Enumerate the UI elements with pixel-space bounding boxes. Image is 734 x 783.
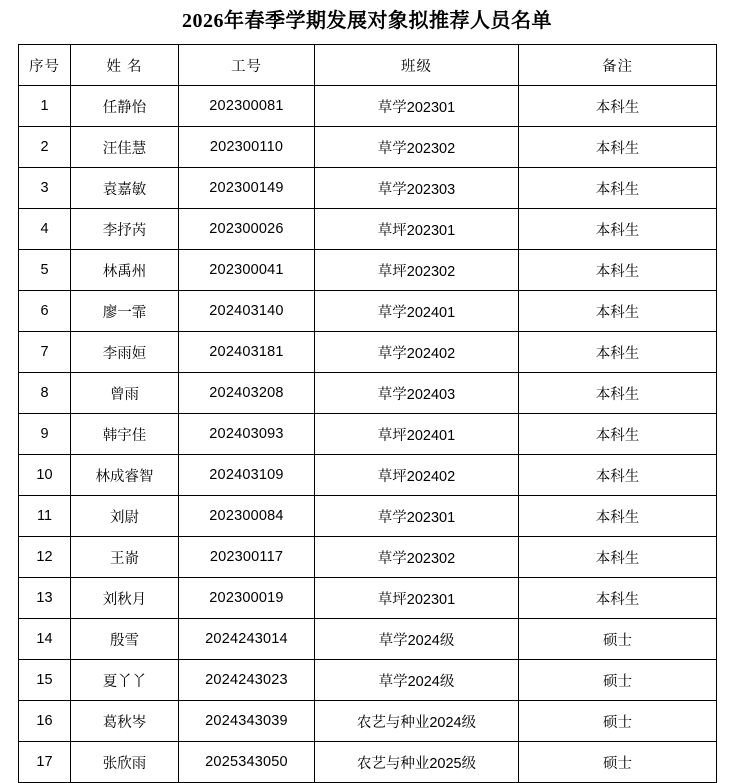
- table-row: [19, 250, 717, 291]
- cell-id: 202300110: [179, 127, 315, 168]
- cell-class: 草学202402: [315, 332, 519, 373]
- cell-name: 李抒芮: [71, 209, 179, 250]
- cell-class: 草坪202301: [315, 578, 519, 619]
- cell-name: 刘尉: [71, 496, 179, 537]
- cell-class: 草学2024级: [315, 660, 519, 701]
- cell-note: 本科生: [519, 127, 717, 168]
- cell-id: 202300081: [179, 86, 315, 127]
- cell-name: 林禹州: [71, 250, 179, 291]
- cell-class: 草坪202301: [315, 209, 519, 250]
- table-row: [19, 701, 717, 742]
- roster-table: [18, 44, 717, 783]
- cell-class: 草学202301: [315, 86, 519, 127]
- cell-class: 农艺与种业2024级: [315, 701, 519, 742]
- cell-class: 草学202303: [315, 168, 519, 209]
- cell-id: 2024243014: [179, 619, 315, 660]
- cell-class: 草学202403: [315, 373, 519, 414]
- column-header-id: 工号: [179, 45, 315, 86]
- table-row: [19, 168, 717, 209]
- cell-id: 2024243023: [179, 660, 315, 701]
- table-row: [19, 209, 717, 250]
- cell-index: 11: [19, 496, 71, 537]
- column-header-note: 备注: [519, 45, 717, 86]
- cell-index: 15: [19, 660, 71, 701]
- cell-note: 本科生: [519, 578, 717, 619]
- cell-index: 4: [19, 209, 71, 250]
- table-row: [19, 619, 717, 660]
- table-row: [19, 742, 717, 783]
- cell-index: 10: [19, 455, 71, 496]
- cell-name: 林成睿智: [71, 455, 179, 496]
- cell-name: 殷雪: [71, 619, 179, 660]
- cell-id: 2025343050: [179, 742, 315, 783]
- cell-class: 草学202302: [315, 537, 519, 578]
- cell-note: 本科生: [519, 414, 717, 455]
- cell-index: 7: [19, 332, 71, 373]
- table-row: [19, 291, 717, 332]
- cell-note: 硕士: [519, 619, 717, 660]
- cell-class: 草学202301: [315, 496, 519, 537]
- table-row: [19, 660, 717, 701]
- cell-class: 草学2024级: [315, 619, 519, 660]
- cell-id: 202403208: [179, 373, 315, 414]
- cell-id: 202300117: [179, 537, 315, 578]
- table-header-row: [19, 45, 717, 86]
- cell-id: 2024343039: [179, 701, 315, 742]
- cell-id: 202403140: [179, 291, 315, 332]
- cell-note: 本科生: [519, 537, 717, 578]
- cell-index: 12: [19, 537, 71, 578]
- cell-note: 本科生: [519, 250, 717, 291]
- cell-note: 本科生: [519, 496, 717, 537]
- cell-id: 202403093: [179, 414, 315, 455]
- page-title: 2026年春季学期发展对象拟推荐人员名单: [182, 10, 552, 32]
- cell-id: 202403109: [179, 455, 315, 496]
- cell-name: 廖一霏: [71, 291, 179, 332]
- cell-index: 17: [19, 742, 71, 783]
- cell-note: 本科生: [519, 291, 717, 332]
- cell-index: 13: [19, 578, 71, 619]
- cell-note: 本科生: [519, 332, 717, 373]
- cell-note: 本科生: [519, 168, 717, 209]
- table-row: [19, 414, 717, 455]
- cell-note: 硕士: [519, 660, 717, 701]
- table-row: [19, 578, 717, 619]
- cell-index: 8: [19, 373, 71, 414]
- cell-name: 刘秋月: [71, 578, 179, 619]
- column-header-index: 序号: [19, 45, 71, 86]
- cell-id: 202300149: [179, 168, 315, 209]
- cell-note: 本科生: [519, 86, 717, 127]
- cell-class: 草坪202402: [315, 455, 519, 496]
- cell-name: 任静怡: [71, 86, 179, 127]
- table-row: [19, 127, 717, 168]
- cell-id: 202300019: [179, 578, 315, 619]
- cell-index: 2: [19, 127, 71, 168]
- cell-note: 本科生: [519, 455, 717, 496]
- cell-index: 3: [19, 168, 71, 209]
- cell-name: 葛秋岑: [71, 701, 179, 742]
- cell-note: 本科生: [519, 209, 717, 250]
- cell-index: 1: [19, 86, 71, 127]
- cell-name: 曾雨: [71, 373, 179, 414]
- cell-index: 5: [19, 250, 71, 291]
- table-row: [19, 332, 717, 373]
- table-body: [19, 86, 717, 783]
- table-header: [19, 45, 717, 86]
- cell-note: 本科生: [519, 373, 717, 414]
- cell-name: 李雨姮: [71, 332, 179, 373]
- cell-name: 王嵛: [71, 537, 179, 578]
- cell-name: 袁嘉敏: [71, 168, 179, 209]
- cell-class: 草学202401: [315, 291, 519, 332]
- column-header-class: 班级: [315, 45, 519, 86]
- cell-id: 202300084: [179, 496, 315, 537]
- cell-id: 202300026: [179, 209, 315, 250]
- cell-note: 硕士: [519, 701, 717, 742]
- table-row: [19, 455, 717, 496]
- table-row: [19, 537, 717, 578]
- cell-id: 202300041: [179, 250, 315, 291]
- table-row: [19, 86, 717, 127]
- cell-note: 硕士: [519, 742, 717, 783]
- table-row: [19, 373, 717, 414]
- cell-class: 草坪202401: [315, 414, 519, 455]
- cell-name: 夏丫丫: [71, 660, 179, 701]
- cell-index: 14: [19, 619, 71, 660]
- cell-class: 草坪202302: [315, 250, 519, 291]
- cell-name: 汪佳慧: [71, 127, 179, 168]
- cell-class: 农艺与种业2025级: [315, 742, 519, 783]
- cell-index: 6: [19, 291, 71, 332]
- cell-class: 草学202302: [315, 127, 519, 168]
- cell-name: 韩宇佳: [71, 414, 179, 455]
- cell-name: 张欣雨: [71, 742, 179, 783]
- table-row: [19, 496, 717, 537]
- column-header-name: 姓 名: [71, 45, 179, 86]
- cell-id: 202403181: [179, 332, 315, 373]
- cell-index: 9: [19, 414, 71, 455]
- cell-index: 16: [19, 701, 71, 742]
